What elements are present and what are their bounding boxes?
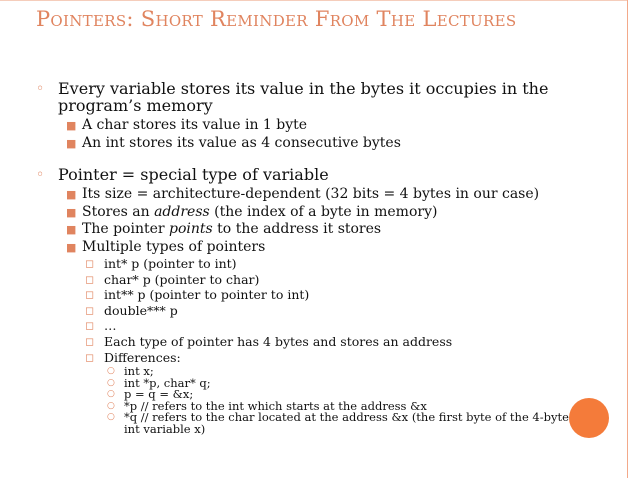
item-text: Each type of pointer has 4 bytes and stores an address (104, 333, 453, 349)
slide-right-border (627, 0, 628, 478)
sub-bullet-list (58, 117, 576, 152)
square-bullet-icon: ■ (66, 240, 77, 254)
square-bullet-icon: ■ (66, 188, 77, 201)
hollow-square-bullet-icon: ◻ (85, 257, 95, 270)
sub-bullet-text: A char stores its value in 1 byte (82, 117, 308, 133)
sub-bullet-text-prefix: Stores an (82, 203, 155, 220)
sub-bullet (58, 239, 576, 436)
sub-bullet-text: Its size = architecture-dependent (32 bits = 4 bytes in our case) (82, 186, 540, 202)
hollow-square-bullet-icon: ◻ (85, 319, 95, 333)
code-text: p = q = &x; (124, 387, 194, 402)
pointer-types-list (82, 256, 576, 435)
bullet-variable-storage (36, 80, 576, 152)
square-bullet-icon: ■ (66, 136, 77, 150)
hollow-square-bullet-icon: ◻ (85, 303, 95, 317)
bullet-pointer-definition (36, 166, 576, 435)
sub-bullet (58, 186, 576, 204)
square-bullet-icon: ■ (66, 205, 77, 219)
pointer-type-item (82, 272, 576, 288)
circle-bullet-icon: ◦ (36, 81, 45, 97)
small-circle-bullet-icon: ○ (107, 389, 115, 400)
code-text: *q // refers to the char located at the address &x (the first byte of the 4-byte int variable x) (124, 410, 569, 436)
sub-bullet (58, 135, 576, 153)
sub-bullet (58, 117, 576, 135)
sub-bullet-text-prefix: The pointer (82, 221, 170, 237)
small-circle-bullet-icon: ○ (107, 366, 115, 377)
bullet-text: Pointer = special type of variable (58, 165, 329, 184)
square-bullet-icon: ■ (66, 119, 77, 132)
item-text: Differences: (104, 349, 181, 365)
pointer-type-item (82, 334, 576, 350)
code-text: *p // refers to the int which starts at the address &x (124, 398, 427, 413)
sub-bullet-text: Multiple types of pointers (82, 238, 266, 255)
pointer-type-item (82, 303, 576, 319)
bullet-list (36, 80, 576, 435)
differences-list (104, 366, 576, 435)
sub-bullet-list (58, 186, 576, 435)
emphasis-points: points (169, 221, 213, 237)
emphasis-address: address (154, 203, 210, 220)
sub-bullet-text-suffix: to the address it stores (212, 221, 382, 237)
code-line (104, 412, 576, 435)
slide-title: Pointers: Short Reminder From The Lectures (36, 7, 517, 31)
slide-body (36, 80, 576, 435)
sub-bullet-text: An int stores its value as 4 consecutive bytes (82, 134, 401, 151)
code-text: int x; (124, 364, 154, 379)
small-circle-bullet-icon: ○ (107, 400, 115, 411)
hollow-square-bullet-icon: ◻ (85, 334, 95, 348)
small-circle-bullet-icon: ○ (107, 377, 115, 388)
item-text: int** p (pointer to pointer to int) (104, 287, 310, 303)
pointer-type-item (82, 287, 576, 303)
item-text: char* p (pointer to char) (104, 271, 260, 287)
sub-bullet (58, 204, 576, 222)
pointer-type-item (82, 256, 576, 272)
item-text: … (104, 318, 117, 334)
sub-bullet-text-suffix: (the index of a byte in memory) (209, 203, 438, 220)
hollow-square-bullet-icon: ◻ (85, 288, 95, 302)
square-bullet-icon: ■ (66, 223, 77, 236)
bullet-text: Every variable stores its value in the bytes it occupies in the program’s memory (58, 79, 549, 115)
hollow-square-bullet-icon: ◻ (85, 350, 95, 364)
small-circle-bullet-icon: ○ (107, 412, 115, 423)
pointer-type-item (82, 350, 576, 436)
item-text: int* p (pointer to int) (104, 256, 237, 271)
pointer-type-item (82, 318, 576, 334)
circle-bullet-icon: ◦ (36, 167, 45, 183)
hollow-square-bullet-icon: ◻ (85, 272, 95, 286)
sub-bullet (58, 221, 576, 239)
slide-top-border (0, 0, 627, 1)
code-text: int *p, char* q; (124, 375, 211, 390)
item-text: double*** p (104, 302, 178, 318)
